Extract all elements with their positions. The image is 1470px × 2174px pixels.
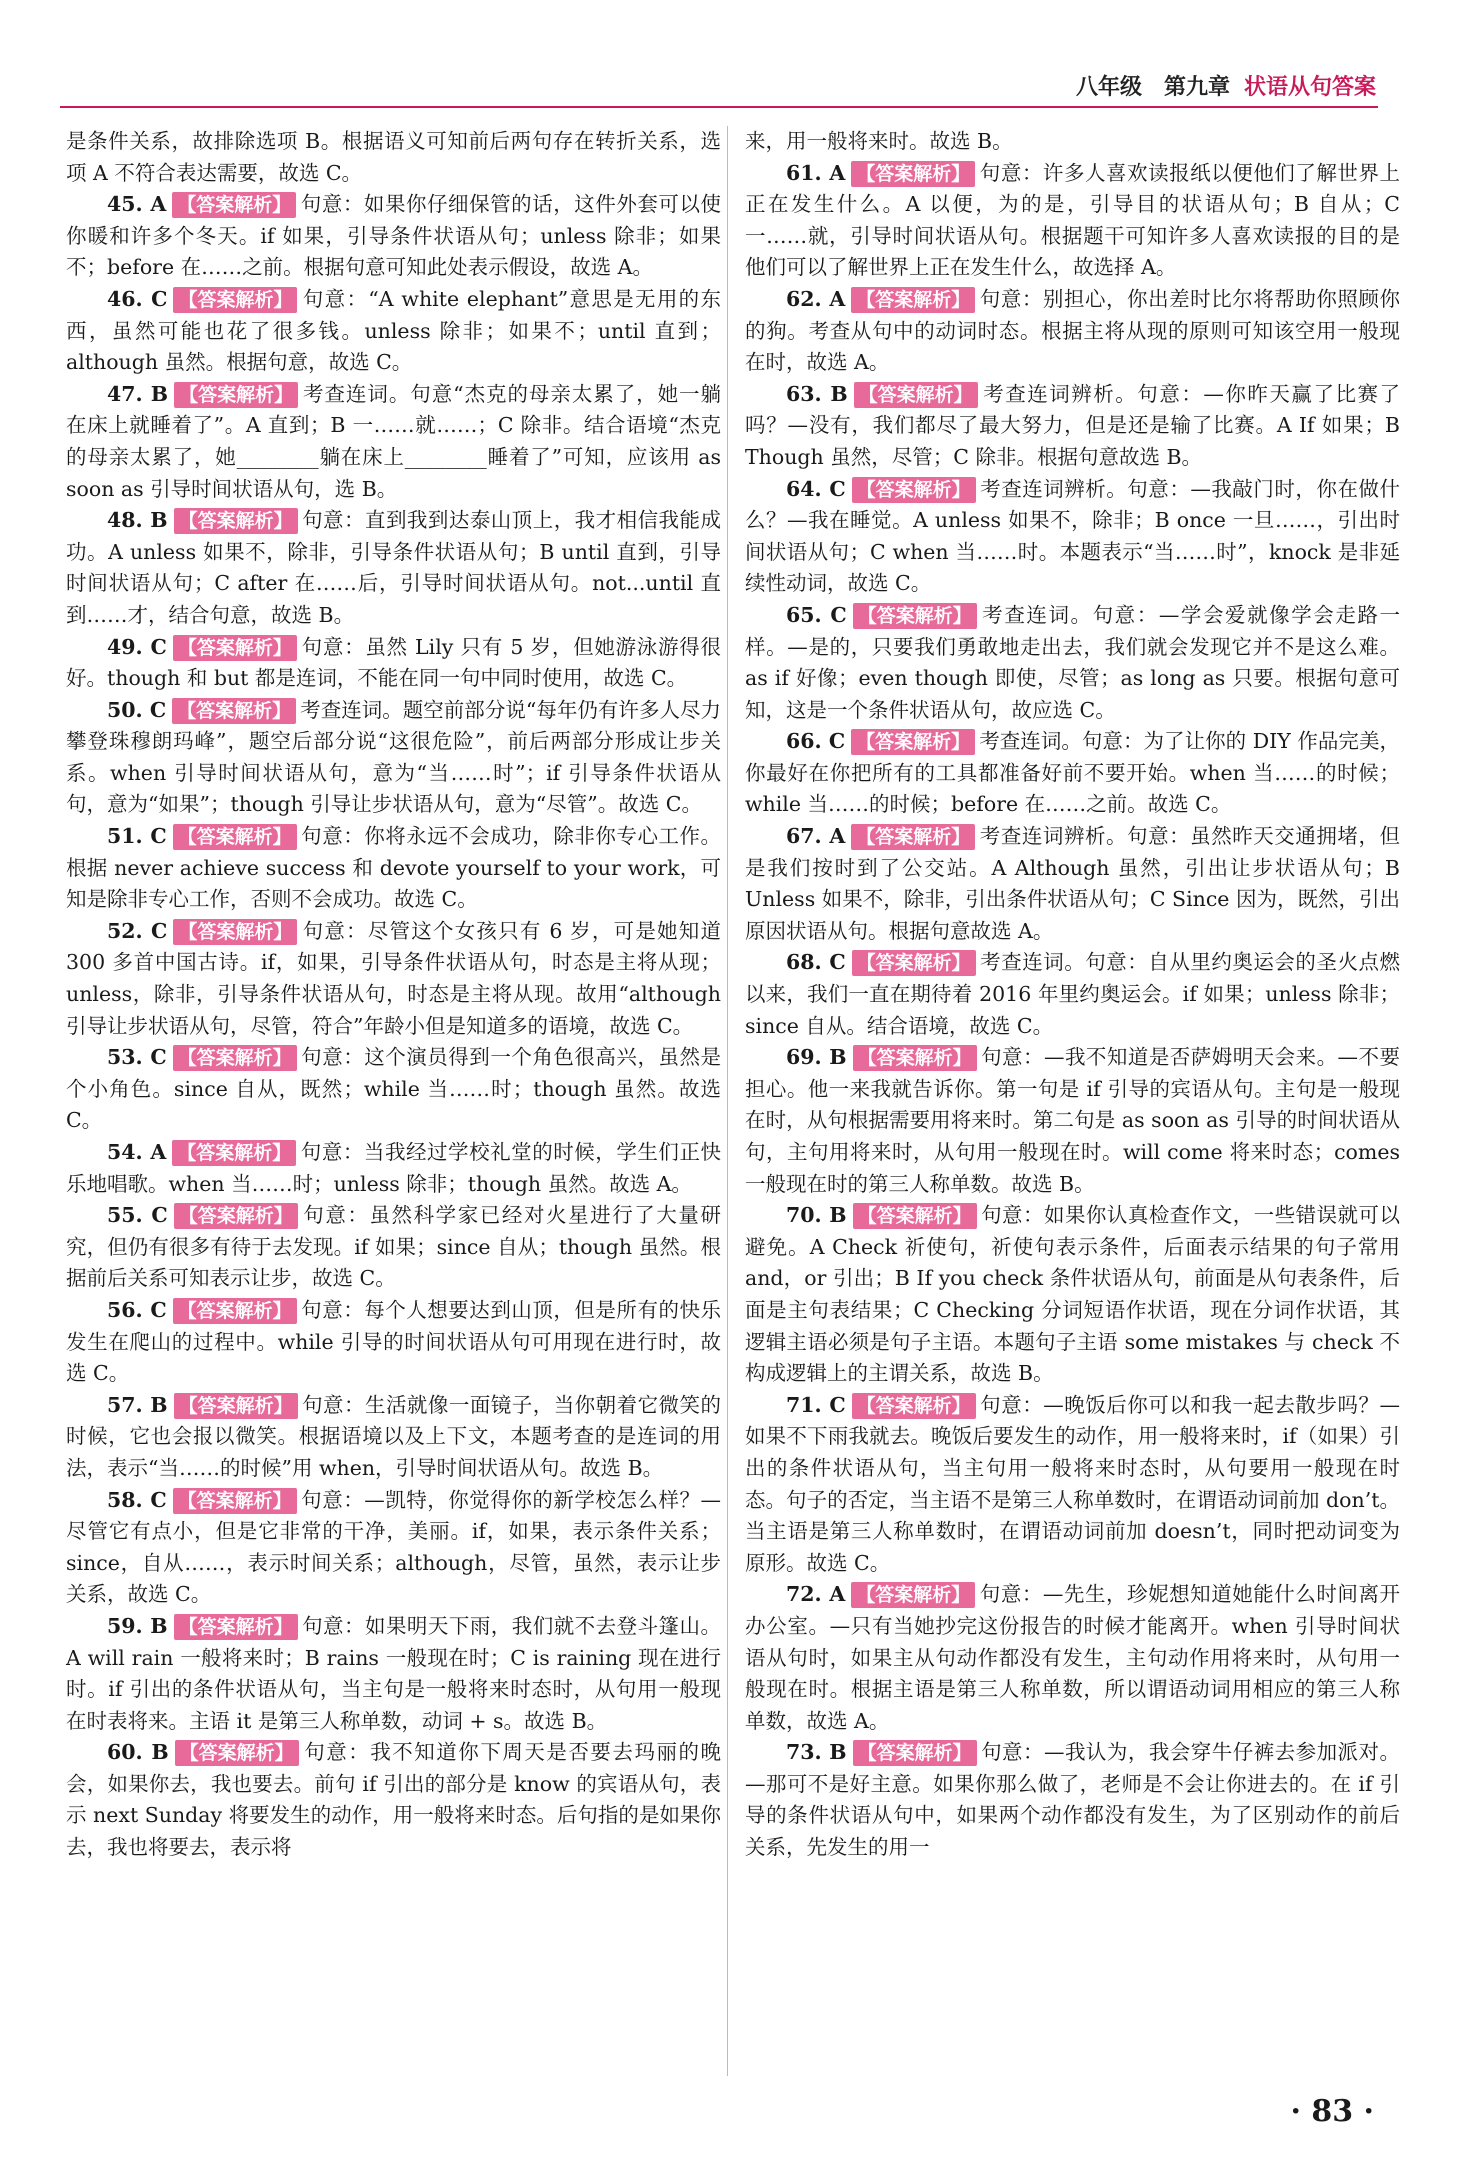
answer-item (745, 1579, 1400, 1737)
answer-number: 47. B (107, 381, 169, 406)
answer-number: 57. B (107, 1392, 168, 1417)
answer-item (745, 1737, 1400, 1863)
answer-item (66, 284, 721, 379)
answer-text: 句意：我不知道你下周天是否要去玛丽的晚会，如果你去，我也要去。前句 if 引出的部分是 know 的宾语从句，表示 next Sunday 将要发生的动作，用一般将来时态。后句指的是如果你去，我也将要去，表示将 (66, 1740, 721, 1860)
answer-number: 59. B (107, 1613, 168, 1638)
page-header (1076, 70, 1376, 101)
answer-item (745, 284, 1400, 379)
answer-item (66, 695, 721, 821)
answer-number: 69. B (786, 1045, 847, 1070)
answer-item (66, 1042, 721, 1137)
answer-analysis-tag: 【答案解析】 (174, 1203, 298, 1229)
answer-text: 句意：虽然科学家已经对火星进行了大量研究，但仍有很多有待于去发现。if 如果；since 自从；though 虽然。根据前后关系可知表示让步，故选 C。 (66, 1203, 721, 1291)
answer-item (66, 189, 721, 284)
answer-analysis-tag: 【答案解析】 (852, 477, 976, 503)
answer-item (66, 1611, 721, 1737)
left-column (66, 126, 721, 1864)
answer-text: 考查连词。句意：为了让你的 DIY 作品完美，你最好在你把所有的工具都准备好前不要开始。when 当……的时候；while 当……的时候；before 在……之前。故选 C。 (745, 729, 1400, 817)
answer-analysis-tag: 【答案解析】 (174, 508, 298, 534)
answer-number: 60. B (107, 1740, 169, 1765)
answer-text: 句意：如果你认真检查作文，一些错误就可以避免。A Check 祈使句，祈使句表示条件，后面表示结果的句子常用 and，or 引出；B If you check 条件状语从句，前面是从句表条件，后面是主句表结果；C Checking 分词短语作状语，现在分词作状语，其逻辑主语必须是句子主语。本题句子主语 some mistakes 与 check 不构成逻辑上的主谓关系，故选 B。 (745, 1203, 1400, 1386)
answer-item (745, 821, 1400, 947)
answer-analysis-tag: 【答案解析】 (173, 1298, 297, 1324)
answer-item (66, 916, 721, 1042)
answer-number: 58. C (107, 1487, 167, 1512)
answer-analysis-tag: 【答案解析】 (173, 635, 297, 661)
answer-item (745, 1200, 1400, 1390)
answer-analysis-tag: 【答案解析】 (851, 287, 975, 313)
answer-analysis-tag: 【答案解析】 (172, 192, 296, 218)
answer-text: 句意：—凯特，你觉得你的新学校怎么样？—尽管它有点小，但是它非常的干净，美丽。if，如果，表示条件关系；since，自从……，表示时间关系；although，尽管，虽然，表示让步关系，故选 C。 (66, 1487, 721, 1607)
answer-item (66, 505, 721, 631)
answer-item (745, 600, 1400, 726)
answer-item (745, 379, 1400, 474)
answer-item (66, 379, 721, 505)
answer-text: 句意：每个人想要达到山顶，但是所有的快乐发生在爬山的过程中。while 引导的时间状语从句可用现在进行时，故选 C。 (66, 1297, 721, 1386)
answer-analysis-tag: 【答案解析】 (853, 1045, 977, 1071)
answer-analysis-tag: 【答案解析】 (174, 1393, 298, 1419)
answer-number: 63. B (786, 381, 848, 406)
answer-analysis-tag: 【答案解析】 (173, 287, 297, 313)
answer-text: 考查连词辨析。句意：—我敲门时，你在做什么？—我在睡觉。A unless 如果不，除非；B once 一旦……，引出时间状语从句；C when 当……时。本题表示“当……时”，knock 是非延续性动词，故选 C。 (745, 476, 1400, 596)
answer-item (66, 1295, 721, 1390)
answer-analysis-tag: 【答案解析】 (173, 1045, 297, 1071)
answer-item (745, 947, 1400, 1042)
column-divider (727, 126, 728, 2076)
answer-text: 句意：—先生，珍妮想知道她能什么时间离开办公室。—只有当她抄完这份报告的时候才能离开。when 引导时间状语从句时，如果主从句动作都没有发生，主句动作用将来时，从句用一般现在时。根据主语是第三人称单数，所以谓语动词用相应的第三人称单数，故选 A。 (745, 1582, 1400, 1733)
answer-item (66, 821, 721, 916)
answer-analysis-tag: 【答案解析】 (175, 1740, 299, 1766)
answer-text: 句意：许多人喜欢读报纸以便他们了解世界上正在发生什么。A 以便，为的是，引导目的状语从句；B 自从；C 一……就，引导时间状语从句。根据题干可知许多人喜欢读报的目的是他们可以了解世界上正在发生什么，故选择 A。 (745, 160, 1400, 280)
answer-analysis-tag: 【答案解析】 (854, 382, 978, 408)
answer-text: 句意：别担心，你出差时比尔将帮助你照顾你的狗。考查从句中的动词时态。根据主将从现的原则可知该空用一般现在时，故选 A。 (745, 286, 1400, 375)
answer-text: 句意：虽然 Lily 只有 5 岁，但她游泳游得很好。though 和 but 都是连词，不能在同一句中同时使用，故选 C。 (66, 634, 721, 691)
answer-number: 68. C (786, 950, 846, 975)
answer-text: 句意：当我经过学校礼堂的时候，学生们正快乐地唱歌。when 当……时；unless 除非；though 虽然。故选 A。 (66, 1140, 721, 1196)
answer-number: 45. A (107, 192, 167, 217)
answer-text: 考查连词。句意“杰克的母亲太累了，她一躺在床上就睡着了”。A 直到；B 一……就……；C 除非。结合语境“杰克的母亲太累了，她________躺在床上________睡着了”可知，应该用 as soon as 引导时间状语从句，选 B。 (66, 381, 721, 501)
answer-number: 73. B (786, 1740, 847, 1765)
answer-analysis-tag: 【答案解析】 (174, 1614, 298, 1640)
answer-analysis-tag: 【答案解析】 (851, 729, 975, 755)
answer-item (66, 1485, 721, 1611)
right-answer-list (745, 158, 1400, 1864)
answer-text: 句意：如果你仔细保管的话，这件外套可以使你暖和许多个冬天。if 如果，引导条件状语从句；unless 除非；如果不；before 在……之前。根据句意可知此处表示假设，故选 A。 (66, 192, 721, 280)
answer-item (745, 158, 1400, 284)
answer-analysis-tag: 【答案解析】 (173, 1488, 297, 1514)
answer-analysis-tag: 【答案解析】 (852, 950, 976, 976)
answer-text: 句意：生活就像一面镜子，当你朝着它微笑的时候，它也会报以微笑。根据语境以及上下文，本题考查的是连词的用法，表示“当……的时候”用 when，引导时间状语从句。故选 B。 (66, 1392, 721, 1480)
answer-analysis-tag: 【答案解析】 (172, 1140, 296, 1166)
answer-number: 49. C (107, 634, 167, 659)
header-grade-chapter: 八年级 第九章 (1075, 75, 1230, 100)
page-number: · 83 · (1290, 2094, 1374, 2129)
answer-text: 句意：“A white elephant”意思是无用的东西，虽然可能也花了很多钱。unless 除非；如果不；until 直到；although 虽然。根据句意，故选 C。 (66, 286, 721, 375)
left-answer-list (66, 189, 721, 1863)
answer-item (745, 1042, 1400, 1200)
answer-item (745, 1390, 1400, 1580)
answer-item (745, 726, 1400, 821)
answer-item (66, 1737, 721, 1863)
header-rule (60, 106, 1378, 108)
answer-text: 考查连词辨析。句意：虽然昨天交通拥堵，但是我们按时到了公交站。A Although 虽然，引出让步状语从句；B Unless 如果不，除非，引出条件状语从句；C Since 因为，既然，引出原因状语从句。根据句意故选 A。 (745, 824, 1400, 943)
answer-number: 53. C (107, 1045, 167, 1070)
answer-number: 55. C (107, 1203, 168, 1228)
header-topic: 状语从句答案 (1243, 75, 1376, 100)
answer-number: 46. C (107, 286, 168, 311)
answer-analysis-tag: 【答案解析】 (851, 1582, 975, 1608)
answer-number: 72. A (786, 1582, 846, 1607)
answer-number: 64. C (786, 476, 846, 501)
answer-number: 66. C (786, 729, 846, 754)
answer-text: 句意：如果明天下雨，我们就不去登斗篷山。A will rain 一般将来时；B rains 一般现在时；C is raining 现在进行时。if 引出的条件状语从句，当主句是一般将来时态时，从句用一般现在时表将来。主语 it 是第三人称单数，动词 + s。故选 B。 (66, 1613, 721, 1733)
answer-number: 71. C (786, 1392, 846, 1417)
answer-number: 50. C (107, 697, 167, 722)
right-column (745, 126, 1400, 1864)
answer-number: 61. A (786, 160, 846, 185)
answer-number: 70. B (786, 1203, 847, 1228)
answer-item (66, 632, 721, 695)
answer-text: 考查连词。句意：自从里约奥运会的圣火点燃以来，我们一直在期待着 2016 年里约奥运会。if 如果；unless 除非；since 自从。结合语境，故选 C。 (745, 950, 1400, 1038)
answer-text: 考查连词。题空前部分说“每年仍有许多人尽力攀登珠穆朗玛峰”，题空后部分说“这很危险”，前后两部分形成让步关系。when 引导时间状语从句，意为“当……时”；if 引导条件状语从句，意为“如果”；though 引导让步状语从句，意为“尽管”。故选 C。 (66, 697, 721, 817)
answer-number: 56. C (107, 1297, 167, 1322)
left-intro: 是条件关系，故排除选项 B。根据语义可知前后两句存在转折关系，选项 A 不符合表达需要，故选 C。 (66, 129, 721, 185)
answer-item (66, 1137, 721, 1200)
answer-text: 句意：这个演员得到一个角色很高兴，虽然是个小角色。since 自从，既然；while 当……时；though 虽然。故选 C。 (66, 1045, 721, 1133)
answer-analysis-tag: 【答案解析】 (172, 698, 296, 724)
answer-text: 句意：—我认为，我会穿牛仔裤去参加派对。—那可不是好主意。如果你那么做了，老师是不会让你进去的。在 if 引导的条件状语从句中，如果两个动作都没有发生，为了区别动作的前后关系，先发生的用一 (745, 1740, 1400, 1860)
answer-number: 65. C (786, 602, 847, 627)
answer-analysis-tag: 【答案解析】 (173, 919, 297, 945)
answer-text: 句意：—晚饭后你可以和我一起去散步吗？—如果不下雨我就去。晚饭后要发生的动作，用一般将来时，if（如果）引出的条件状语从句，当主句用一般将来时态时，从句要用一般现在时态。句子的否定，当主语不是第三人称单数时，在谓语动词前加 don’t。当主语是第三人称单数时，在谓语动词前加 doesn’t，同时把动词变为原形。故选 C。 (745, 1392, 1400, 1575)
answer-number: 51. C (107, 824, 167, 849)
right-intro: 来，用一般将来时。故选 B。 (745, 129, 1013, 153)
answer-number: 48. B (107, 508, 168, 533)
answer-number: 67. A (786, 824, 846, 849)
answer-text: 考查连词辨析。句意：—你昨天赢了比赛了吗？—没有，我们都尽了最大努力，但是还是输了比赛。A If 如果；B Though 虽然，尽管；C 除非。根据句意故选 B。 (745, 381, 1400, 469)
answer-text: 句意：直到我到达泰山顶上，我才相信我能成功。A unless 如果不，除非，引导条件状语从句；B until 直到，引导时间状语从句；C after 在……后，引导时间状语从句。not...until 直到……才，结合句意，故选 B。 (66, 508, 721, 627)
answer-number: 62. A (786, 286, 846, 311)
answer-number: 52. C (107, 918, 168, 943)
answer-analysis-tag: 【答案解析】 (853, 1203, 977, 1229)
answer-text: 句意：尽管这个女孩只有 6 岁，可是她知道 300 多首中国古诗。if，如果，引导条件状语从句，时态是主将从现；unless，除非，引导条件状语从句，时态是主将从现。故用“although 引导让步状语从句，尽管，符合”年龄小但是知道多的语境，故选 C。 (66, 918, 722, 1038)
answer-analysis-tag: 【答案解析】 (174, 382, 298, 408)
answer-analysis-tag: 【答案解析】 (853, 603, 977, 629)
answer-item (66, 1390, 721, 1485)
answer-analysis-tag: 【答案解析】 (852, 1393, 976, 1419)
answer-number: 54. A (107, 1140, 167, 1164)
answer-analysis-tag: 【答案解析】 (173, 824, 297, 850)
answer-analysis-tag: 【答案解析】 (851, 161, 975, 187)
answer-text: 句意：你将永远不会成功，除非你专心工作。根据 never achieve success 和 devote yourself to your work，可知是除非专心工作，否则不会成功。故选 C。 (66, 824, 721, 912)
answer-item (745, 474, 1400, 600)
answer-text: 考查连词。句意：—学会爱就像学会走路一样。—是的，只要我们勇敢地走出去，我们就会发现它并不是这么难。as if 好像；even though 即使，尽管；as long as 只要。根据句意可知，这是一个条件状语从句，故应选 C。 (745, 602, 1400, 722)
answer-analysis-tag: 【答案解析】 (853, 1740, 977, 1766)
answer-text: 句意：—我不知道是否萨姆明天会来。—不要担心。他一来我就告诉你。第一句是 if 引导的宾语从句。主句是一般现在时，从句根据需要用将来时。第二句是 as soon as 引导的时间状语从句，主句用将来时，从句用一般现在时。will come 将来时态；comes 一般现在时的第三人称单数。故选 B。 (745, 1045, 1400, 1196)
answer-item (66, 1200, 721, 1295)
answer-analysis-tag: 【答案解析】 (851, 824, 975, 850)
